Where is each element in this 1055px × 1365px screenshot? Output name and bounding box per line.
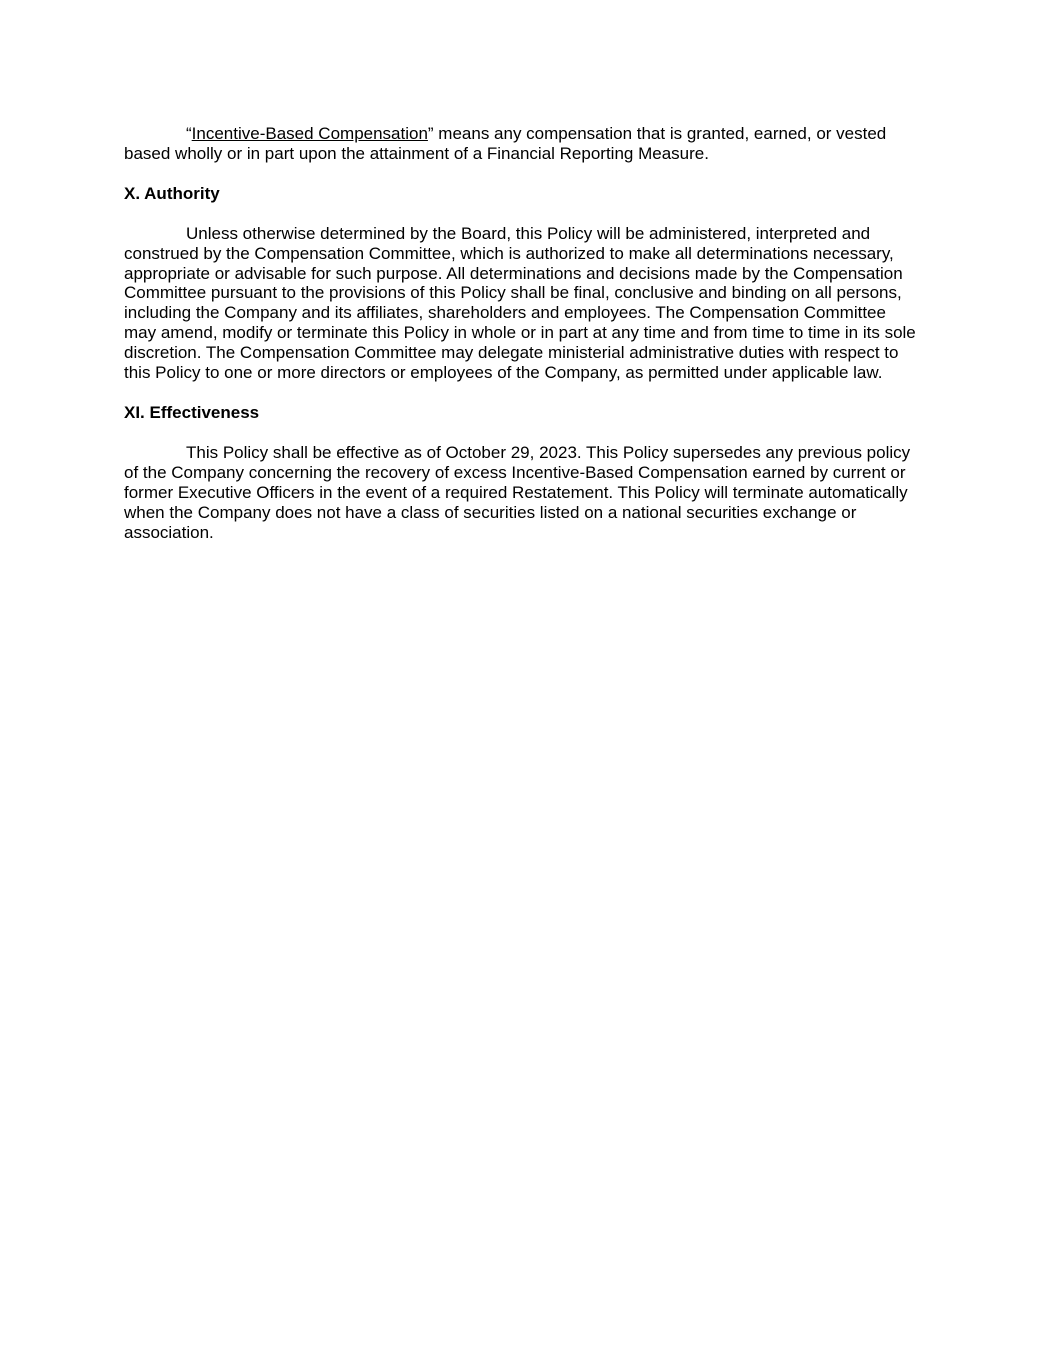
section-body-effectiveness: This Policy shall be effective as of October 29, 2023. This Policy supersedes any previous policy of the Company concerning the recovery of excess Incentive-Based Compensation earned by current or former Executive Officers in the event of a required Restatement. This Policy will terminate automatically when the Company does not have a class of securities listed on a national securities exchange or association. <box>124 442 911 542</box>
defined-term: Incentive-Based Compensation <box>191 124 428 143</box>
section-body-authority: Unless otherwise determined by the Board, this Policy will be administered, interpreted and construed by the Compensation Committee, which is authorized to make all determinations necessary, appropriate or advisable for such purpose. All determinations and decisions made by the Compensation Committee pursuant to the provisions of this Policy shall be final, conclusive and binding on all persons, including the Company and its affiliates, shareholders and employees. The Compensation Committee may amend, modify or terminate this Policy in whole or in part at any time and from time to time in its sole discretion. The Compensation Committee may delegate ministerial administrative duties with respect to this Policy to one or more directors or employees of the Company, as permitted under applicable law. <box>124 223 916 383</box>
section-heading-authority: X. Authority <box>124 183 220 203</box>
document-page <box>124 124 932 542</box>
definition-text: ” means any compensation that is granted, earned, or vested based wholly or in part upon the attainment of a Financial Reporting Measure. <box>124 124 887 163</box>
section-heading-effectiveness: XI. Effectiveness <box>124 402 260 422</box>
definition-paragraph <box>124 124 932 164</box>
open-quote: “ <box>186 124 192 143</box>
